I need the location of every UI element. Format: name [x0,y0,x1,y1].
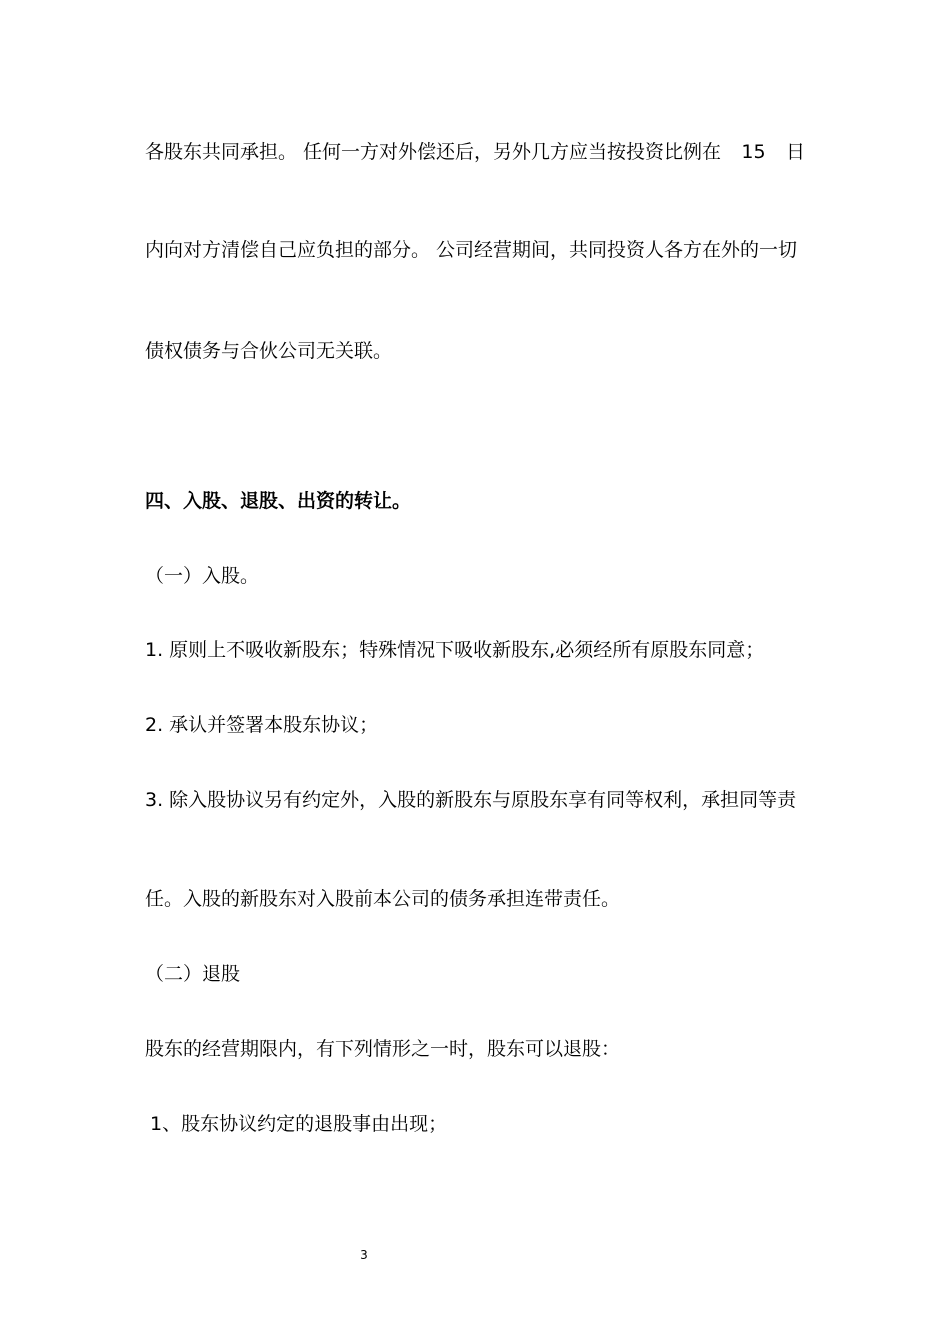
paragraph-line [145,140,805,164]
list-item: 3. 除入股协议另有约定外，入股的新股东与原股东享有同等权利，承担同等责 [145,789,797,811]
list-item: 2. 承认并签署本股东协议； [145,714,379,736]
paragraph-line: 股东的经营期限内，有下列情形之一时，股东可以退股： [145,1038,621,1060]
paragraph-line: 债权债务与合伙公司无关联。 [145,340,393,362]
text-segment: 15 [741,141,766,163]
page-number: 3 [360,1248,368,1262]
section-heading: 四、入股、退股、出资的转让。 [145,490,412,512]
list-item-continuation: 任。入股的新股东对入股前本公司的债务承担连带责任。 [145,888,621,910]
subsection-title: （二）退股 [145,963,241,985]
subsection-title: （一）入股。 [145,565,260,587]
list-item: 1. 原则上不吸收新股东；特殊情况下吸收新股东,必须经所有原股东同意； [145,639,765,661]
text-segment: 各股东共同承担。 任何一方对外偿还后，另外几方应当按投资比例在 [145,141,722,163]
paragraph-line: 内向对方清偿自己应负担的部分。 公司经营期间，共同投资人各方在外的一切 [145,239,798,261]
list-item: 1、股东协议约定的退股事由出现； [150,1113,448,1135]
text-segment: 日 [785,141,805,163]
